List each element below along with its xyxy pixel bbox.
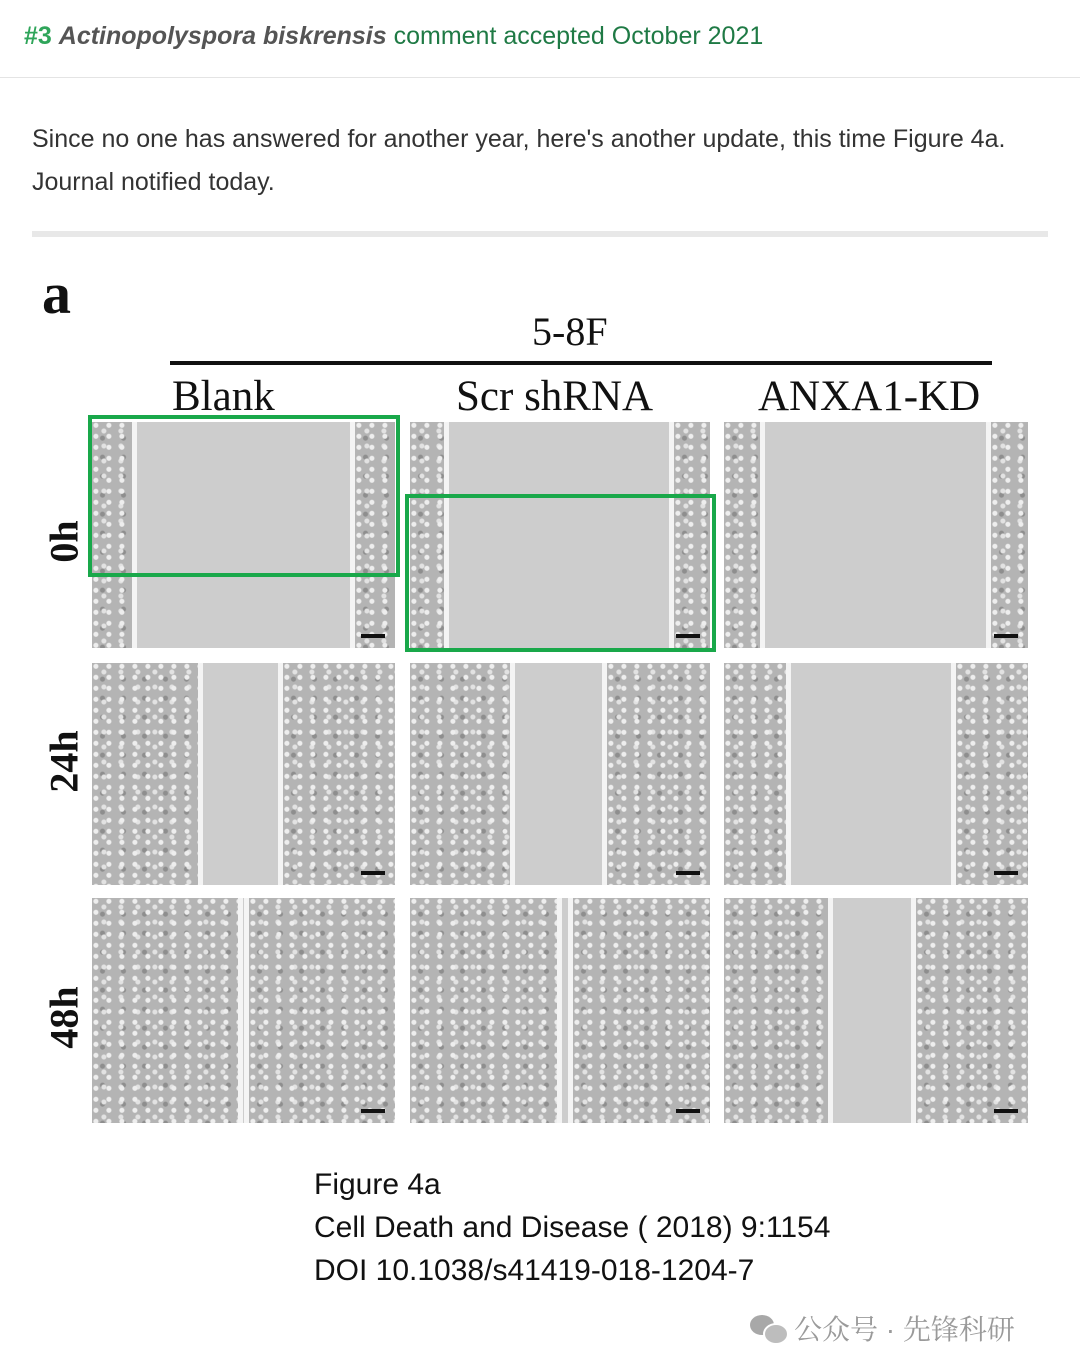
figure-image [32, 238, 1048, 1368]
group-label-scr-shrna: Scr shRNA [456, 373, 654, 420]
micrograph-scr-24h [410, 663, 710, 885]
highlight-box-scr [405, 494, 716, 652]
timepoint-label-24h: 24h [41, 730, 87, 793]
micrograph-anxa1-24h [724, 663, 1028, 885]
comment-body [32, 118, 1032, 204]
scale-bar [994, 871, 1018, 875]
comment-body-line-1: Since no one has answered for another year, here's another update, this time Figure 4a. [32, 125, 1006, 153]
comment-body-line-2: Journal notified today. [32, 168, 275, 196]
timepoint-label-48h: 48h [41, 986, 87, 1049]
cell-line-bar [170, 361, 992, 365]
scale-bar [676, 1109, 700, 1113]
timepoint-label-0h: 0h [41, 520, 87, 563]
divider [32, 231, 1048, 237]
species-name[interactable]: Actinopolyspora biskrensis [58, 22, 387, 50]
scale-bar [361, 871, 385, 875]
caption-journal: Cell Death and Disease ( 2018) 9:1154 [314, 1211, 831, 1244]
figure-caption [314, 1163, 830, 1292]
scale-bar [994, 1109, 1018, 1113]
group-label-blank: Blank [172, 373, 275, 420]
scale-bar [361, 1109, 385, 1113]
micrograph-scr-48h [410, 898, 710, 1123]
scale-bar [361, 634, 385, 638]
highlight-box-blank [88, 415, 400, 577]
micrograph-anxa1-0h [724, 422, 1028, 648]
watermark [750, 1308, 1015, 1348]
comment-header [0, 0, 1080, 78]
comment-number[interactable]: #3 [24, 22, 52, 50]
watermark-text: 公众号 · 先锋科研 [794, 1314, 1015, 1345]
comment-title [24, 22, 763, 51]
micrograph-blank-48h [92, 898, 395, 1123]
comment-status: comment accepted October 2021 [393, 22, 764, 50]
wechat-icon [750, 1313, 786, 1343]
scale-bar [676, 871, 700, 875]
micrograph-blank-24h [92, 663, 395, 885]
caption-doi: DOI 10.1038/s41419-018-1204-7 [314, 1254, 755, 1287]
cell-line-label: 5-8F [532, 309, 608, 354]
group-label-anxa1-kd: ANXA1-KD [758, 373, 981, 420]
scale-bar [994, 634, 1018, 638]
panel-letter: a [42, 261, 71, 326]
micrograph-anxa1-48h [724, 898, 1028, 1123]
caption-figure: Figure 4a [314, 1168, 441, 1201]
